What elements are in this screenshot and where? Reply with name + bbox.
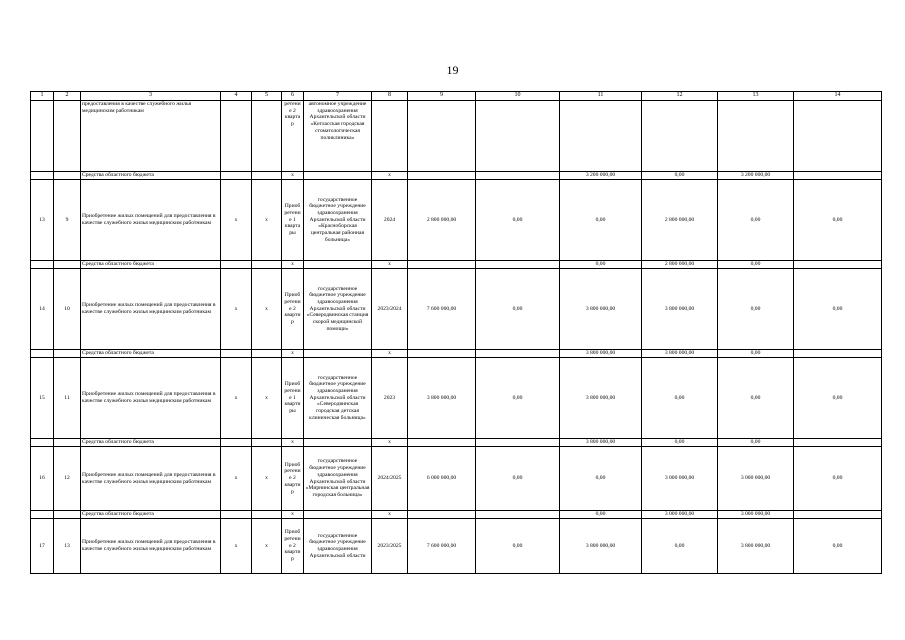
cell-col-7: автономное учреждение здравоохранения Архангельской области «Котласская городская стоматологическая поликлиника» [304, 101, 372, 172]
cell-col-14: 0,00 [794, 358, 882, 439]
cell-col-1: 13 [31, 180, 54, 261]
x-mark: х [372, 350, 408, 358]
cell-col-2: 13 [54, 519, 81, 574]
empty-cell [794, 172, 882, 180]
cell-col-13: 3 000 000,00 [718, 447, 794, 511]
empty-cell [304, 439, 372, 447]
column-header: 10 [476, 92, 560, 101]
empty-cell [31, 261, 54, 269]
cell-col-2: 10 [54, 269, 81, 350]
table-row [31, 269, 882, 350]
cell-col-3: Приобретение жилых помещений для предоставления в качестве служебного жилья медицинским работникам [81, 358, 221, 439]
cell-col-11: 0,00 [560, 447, 642, 511]
cell-col-9: 3 800 000,00 [408, 358, 476, 439]
cell-col-7: государственное бюджетное учреждение здравоохранения Архангельской области «Красноборская центральная районная больница» [304, 180, 372, 261]
column-header: 3 [81, 92, 221, 101]
cell-col-8 [372, 101, 408, 172]
fund-amount: 0,00 [718, 439, 794, 447]
x-mark: х [372, 172, 408, 180]
table-row [31, 519, 882, 574]
fund-row [31, 439, 882, 447]
empty-cell [54, 439, 81, 447]
cell-col-2: 9 [54, 180, 81, 261]
cell-col-14: 0,00 [794, 519, 882, 574]
cell-col-6: Приоб ретени е 1 кварти ры [282, 358, 304, 439]
fund-source-label: Средства областного бюджета [81, 511, 221, 519]
cell-col-2: 11 [54, 358, 81, 439]
cell-col-9: 2 800 000,00 [408, 180, 476, 261]
cell-col-12: 3 000 000,00 [642, 447, 718, 511]
cell-col-3: предоставления в качестве служебного жилья медицинским работникам [81, 101, 221, 172]
fund-amount: 3 200 000,00 [718, 172, 794, 180]
x-mark: х [282, 261, 304, 269]
empty-cell [252, 511, 282, 519]
x-mark: х [282, 511, 304, 519]
cell-col-6: Приоб ретени е 2 кварти р [282, 447, 304, 511]
page-number: 19 [446, 63, 459, 77]
cell-col-10: 0,00 [476, 447, 560, 511]
cell-col-5: х [252, 447, 282, 511]
x-mark: х [282, 439, 304, 447]
empty-cell [476, 439, 560, 447]
x-mark: х [372, 511, 408, 519]
column-header: 4 [221, 92, 252, 101]
program-table [30, 91, 882, 574]
column-header: 5 [252, 92, 282, 101]
empty-cell [794, 350, 882, 358]
cell-col-13 [718, 101, 794, 172]
column-header: 8 [372, 92, 408, 101]
cell-col-13: 3 800 000,00 [718, 519, 794, 574]
column-header: 6 [282, 92, 304, 101]
cell-col-10: 0,00 [476, 269, 560, 350]
empty-cell [31, 439, 54, 447]
empty-cell [221, 172, 252, 180]
cell-col-11: 0,00 [560, 180, 642, 261]
cell-col-4: х [221, 519, 252, 574]
table-row [31, 447, 882, 511]
cell-col-7: государственное бюджетное учреждение здравоохранения Архангельской области «Северодвинская станция скорой медицинской помощи» [304, 269, 372, 350]
fund-amount: 0,00 [560, 511, 642, 519]
fund-amount: 3 800 000,00 [560, 439, 642, 447]
empty-cell [54, 350, 81, 358]
empty-cell [408, 261, 476, 269]
table-row [31, 180, 882, 261]
empty-cell [304, 350, 372, 358]
cell-col-12: 0,00 [642, 519, 718, 574]
cell-col-9: 7 600 000,00 [408, 519, 476, 574]
empty-cell [794, 511, 882, 519]
header-row [31, 92, 882, 101]
cell-col-13: 0,00 [718, 180, 794, 261]
cell-col-4 [221, 101, 252, 172]
cell-col-9: 7 600 000,00 [408, 269, 476, 350]
cell-col-8: 2023 [372, 358, 408, 439]
cell-col-12: 2 800 000,00 [642, 180, 718, 261]
fund-amount: 0,00 [642, 172, 718, 180]
cell-col-10: 0,00 [476, 358, 560, 439]
x-mark: х [372, 439, 408, 447]
empty-cell [221, 439, 252, 447]
empty-cell [794, 261, 882, 269]
fund-source-label: Средства областного бюджета [81, 172, 221, 180]
cell-col-9 [408, 101, 476, 172]
cell-col-7: государственное бюджетное учреждение здравоохранения Архангельской области «Мирнинская центральная городская больница» [304, 447, 372, 511]
empty-cell [304, 261, 372, 269]
empty-cell [408, 172, 476, 180]
fund-source-label: Средства областного бюджета [81, 350, 221, 358]
cell-col-1: 14 [31, 269, 54, 350]
cell-col-6: Приоб ретени е 2 кварти р [282, 519, 304, 574]
cell-col-6: ретени е 2 кварта р [282, 101, 304, 172]
cell-col-2 [54, 101, 81, 172]
cell-col-14: 0,00 [794, 180, 882, 261]
column-header: 11 [560, 92, 642, 101]
x-mark: х [372, 261, 408, 269]
empty-cell [54, 261, 81, 269]
fund-amount: 3 000 000,00 [642, 511, 718, 519]
cell-col-14: 0,00 [794, 269, 882, 350]
fund-amount: 0,00 [718, 261, 794, 269]
fund-source-label: Средства областного бюджета [81, 261, 221, 269]
cell-col-3: Приобретение жилых помещений для предоставления в качестве служебного жилья медицинским работникам [81, 519, 221, 574]
cell-col-1 [31, 101, 54, 172]
empty-cell [252, 261, 282, 269]
fund-row [31, 350, 882, 358]
empty-cell [54, 511, 81, 519]
fund-amount: 0,00 [718, 350, 794, 358]
empty-cell [221, 511, 252, 519]
cell-col-6: Приоб ретени е 1 кварта ры [282, 180, 304, 261]
cell-col-3: Приобретение жилых помещений для предоставления в качестве служебного жилья медицинским работникам [81, 447, 221, 511]
column-header: 1 [31, 92, 54, 101]
cell-col-5: х [252, 180, 282, 261]
cell-col-5: х [252, 358, 282, 439]
cell-col-8: 2023/2024 [372, 269, 408, 350]
empty-cell [408, 511, 476, 519]
fund-amount: 3 200 000,00 [560, 172, 642, 180]
empty-cell [476, 172, 560, 180]
cell-col-11 [560, 101, 642, 172]
cell-col-2: 12 [54, 447, 81, 511]
table-row [31, 358, 882, 439]
empty-cell [54, 172, 81, 180]
cell-col-7: государственное бюджетное учреждение здравоохранения Архангельской области [304, 519, 372, 574]
cell-col-4: х [221, 180, 252, 261]
empty-cell [476, 350, 560, 358]
cell-col-3: Приобретение жилых помещений для предоставления в качестве служебного жилья медицинским работникам [81, 180, 221, 261]
fund-amount: 0,00 [560, 261, 642, 269]
cell-col-3: Приобретение жилых помещений для предоставления в качестве служебного жилья медицинским работникам [81, 269, 221, 350]
fund-row [31, 261, 882, 269]
cell-col-12: 0,00 [642, 358, 718, 439]
fund-amount: 0,00 [642, 439, 718, 447]
cell-col-5: х [252, 269, 282, 350]
column-header: 9 [408, 92, 476, 101]
cell-col-1: 15 [31, 358, 54, 439]
cell-col-9: 6 000 000,00 [408, 447, 476, 511]
cell-col-12 [642, 101, 718, 172]
fund-amount: 3 800 000,00 [642, 350, 718, 358]
cell-col-10 [476, 101, 560, 172]
empty-cell [476, 261, 560, 269]
fund-row [31, 511, 882, 519]
column-header: 2 [54, 92, 81, 101]
fund-row [31, 172, 882, 180]
cell-col-11: 3 800 000,00 [560, 269, 642, 350]
cell-col-4: х [221, 269, 252, 350]
fund-source-label: Средства областного бюджета [81, 439, 221, 447]
fund-amount: 3 000 000,00 [718, 511, 794, 519]
cell-col-1: 16 [31, 447, 54, 511]
empty-cell [252, 350, 282, 358]
empty-cell [252, 172, 282, 180]
empty-cell [31, 350, 54, 358]
cell-col-4: х [221, 447, 252, 511]
empty-cell [221, 350, 252, 358]
fund-amount: 3 800 000,00 [560, 350, 642, 358]
empty-cell [31, 511, 54, 519]
cell-col-4: х [221, 358, 252, 439]
cell-col-14 [794, 101, 882, 172]
cell-col-8: 2024/2025 [372, 447, 408, 511]
empty-cell [476, 511, 560, 519]
table-body [31, 92, 882, 574]
table-row [31, 101, 882, 172]
x-mark: х [282, 172, 304, 180]
cell-col-6: Приоб ретени е 2 кварти р [282, 269, 304, 350]
cell-col-10: 0,00 [476, 180, 560, 261]
cell-col-11: 3 800 000,00 [560, 358, 642, 439]
empty-cell [304, 511, 372, 519]
empty-cell [408, 350, 476, 358]
cell-col-7: государственное бюджетное учреждение здравоохранения Архангельской области «Северодвинская городская детская клиническая больница» [304, 358, 372, 439]
cell-col-5: х [252, 519, 282, 574]
cell-col-13: 0,00 [718, 358, 794, 439]
cell-col-14: 0,00 [794, 447, 882, 511]
cell-col-5 [252, 101, 282, 172]
column-header: 14 [794, 92, 882, 101]
cell-col-8: 2023/2025 [372, 519, 408, 574]
cell-col-8: 2024 [372, 180, 408, 261]
cell-col-1: 17 [31, 519, 54, 574]
column-header: 13 [718, 92, 794, 101]
empty-cell [221, 261, 252, 269]
fund-amount: 2 800 000,00 [642, 261, 718, 269]
empty-cell [304, 172, 372, 180]
empty-cell [252, 439, 282, 447]
column-header: 7 [304, 92, 372, 101]
cell-col-12: 3 800 000,00 [642, 269, 718, 350]
x-mark: х [282, 350, 304, 358]
column-header: 12 [642, 92, 718, 101]
cell-col-11: 3 800 000,00 [560, 519, 642, 574]
empty-cell [408, 439, 476, 447]
cell-col-13: 0,00 [718, 269, 794, 350]
cell-col-10: 0,00 [476, 519, 560, 574]
empty-cell [794, 439, 882, 447]
empty-cell [31, 172, 54, 180]
